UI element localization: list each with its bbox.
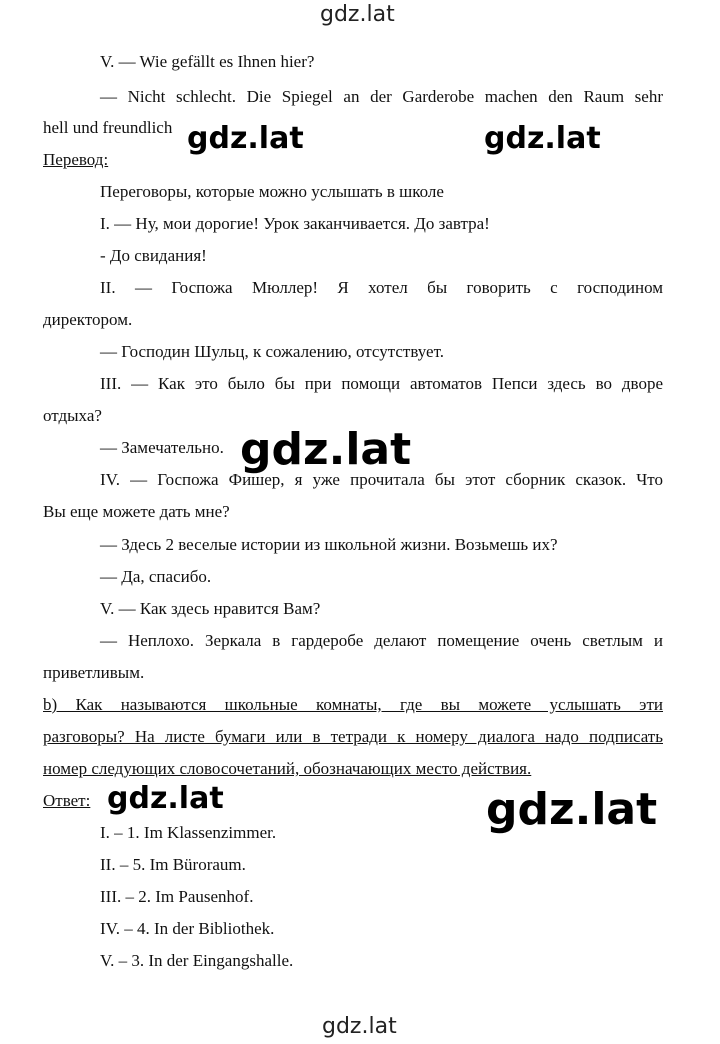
translation-line: — Господин Шульц, к сожалению, отсутствует.	[100, 342, 445, 361]
translation-line: директором.	[43, 310, 133, 329]
translation-line: - До свидания!	[100, 246, 207, 265]
translation-line: — Неплохо. Зеркала в гардеробе делают помещение очень светлым и	[100, 631, 663, 650]
german-v-answer-line1: — Nicht schlecht. Die Spiegel an der Garderobe machen den Raum sehr	[100, 87, 663, 106]
watermark: gdz.lat	[240, 424, 412, 475]
task-b-line2: разговоры? На листе бумаги или в тетради к номеру диалога надо подписать	[43, 727, 663, 746]
answer-item: IV. – 4. In der Bibliothek.	[100, 919, 275, 938]
translation-line: Вы еще можете дать мне?	[43, 502, 230, 521]
watermark: gdz.lat	[484, 121, 601, 156]
watermark: gdz.lat	[107, 781, 224, 816]
watermark: gdz.lat	[486, 784, 658, 835]
answer-item: I. – 1. Im Klassenzimmer.	[100, 823, 277, 842]
answer-item: II. – 5. Im Büroraum.	[100, 855, 246, 874]
answer-item: V. – 3. In der Eingangshalle.	[100, 951, 294, 970]
translation-line: отдыха?	[43, 406, 102, 425]
german-v-question: V. — Wie gefällt es Ihnen hier?	[100, 52, 315, 71]
header-watermark: gdz.lat	[320, 2, 395, 27]
task-b-line3: номер следующих словосочетаний, обозначающих место действия.	[43, 759, 532, 778]
task-b-line1: b) Как называются школьные комнаты, где вы можете услышать эти	[43, 695, 663, 714]
footer-watermark: gdz.lat	[322, 1014, 397, 1039]
answer-item: III. – 2. Im Pausenhof.	[100, 887, 254, 906]
translation-line: I. — Ну, мои дорогие! Урок заканчивается. До завтра!	[100, 214, 490, 233]
translation-title: Переговоры, которые можно услышать в школе	[100, 182, 444, 201]
translation-line: приветливым.	[43, 663, 145, 682]
answer-label: Ответ:	[43, 791, 91, 810]
translation-line: II. — Госпожа Мюллер! Я хотел бы говорить с господином	[100, 278, 663, 297]
german-v-answer-line2: hell und freundlich	[43, 118, 173, 137]
translation-line: — Да, спасибо.	[100, 567, 212, 586]
translation-line: — Здесь 2 веселые истории из школьной жизни. Возьмешь их?	[100, 535, 558, 554]
translation-line: III. — Как это было бы при помощи автоматов Пепси здесь во дворе	[100, 374, 663, 393]
translation-heading: Перевод:	[43, 150, 109, 169]
translation-line: IV. — Госпожа Фишер, я уже прочитала бы этот сборник сказок. Что	[100, 470, 663, 489]
watermark: gdz.lat	[187, 121, 304, 156]
translation-line: V. — Как здесь нравится Вам?	[100, 599, 321, 618]
translation-line: — Замечательно.	[100, 438, 224, 457]
